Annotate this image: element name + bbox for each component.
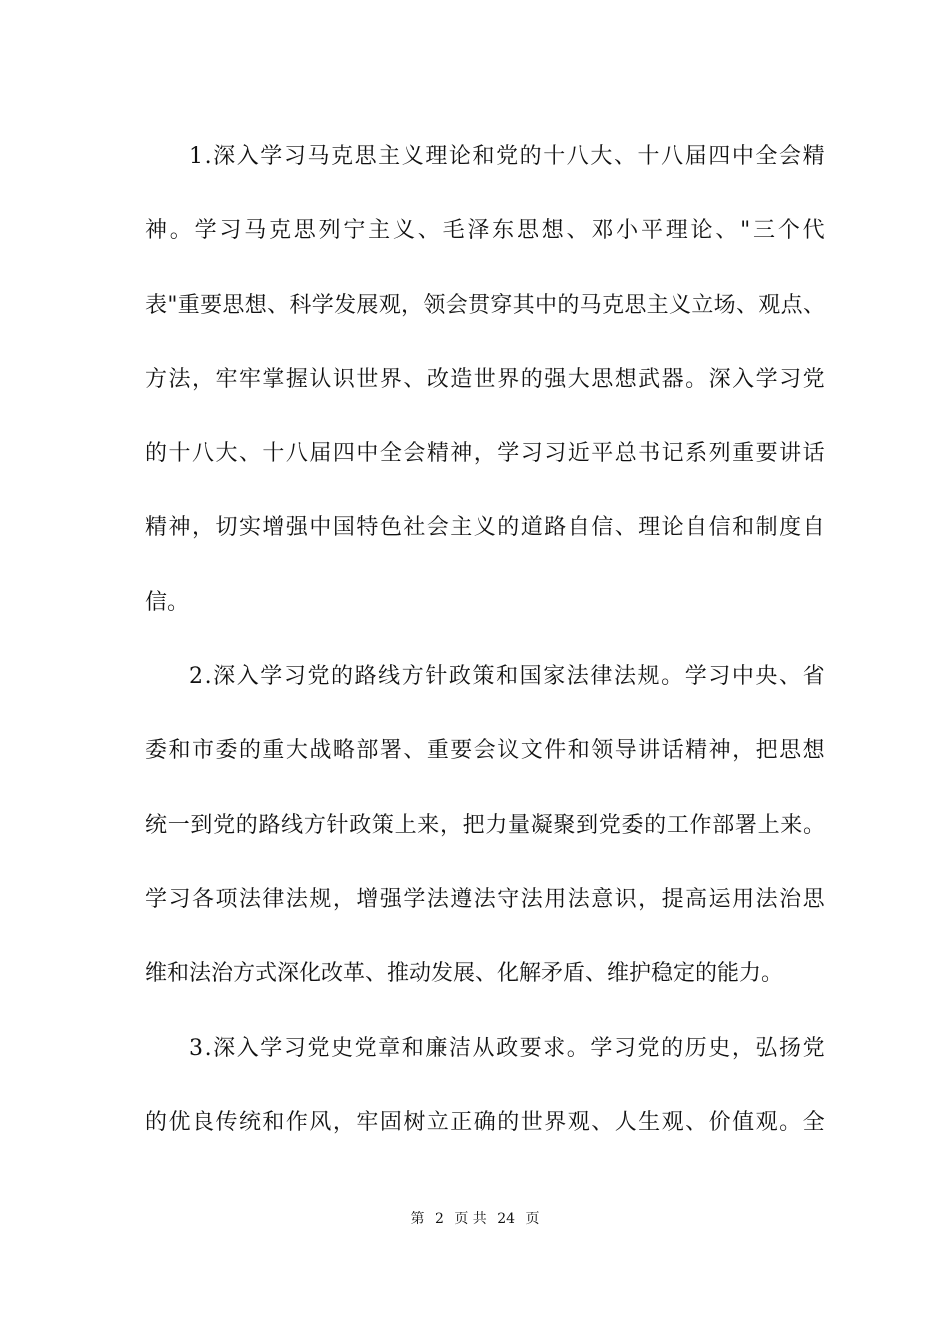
- text-line: 方 法 ， 牢 牢 掌 握 认 识 世 界 、 改 造 世 界 的 强 大 思 想 武 器 。 深 入 学 习 党: [145, 366, 825, 392]
- footer-mid: 页 共: [454, 1211, 487, 1227]
- text-line: 统 一 到 党 的 路 线 方 针 政 策 上 来 ， 把 力 量 凝 聚 到 党 委 的 工 作 部 署 上 来 。: [145, 812, 825, 838]
- text-line: 信。: [145, 589, 190, 615]
- document-body: [145, 131, 825, 1171]
- text-line: 1 . 深 入 学 习 马 克 思 主 义 理 论 和 党 的 十 八 大 、 十 八 届 四 中 全 会 精: [189, 144, 825, 169]
- text-line: 的 优 良 传 统 和 作 风 ， 牢 固 树 立 正 确 的 世 界 观 、 人 生 观 、 价 值 观 。 全: [145, 1109, 825, 1135]
- text-line: 委 和 市 委 的 重 大 战 略 部 署 、 重 要 会 议 文 件 和 领 导 讲 话 精 神 ， 把 思 想: [145, 738, 825, 764]
- footer-total-pages: 24: [497, 1211, 516, 1227]
- footer-current-page: 2: [434, 1211, 444, 1227]
- text-line: 学 习 各 项 法 律 法 规 ， 增 强 学 法 遵 法 守 法 用 法 意 识 ， 提 高 运 用 法 治 思: [145, 886, 825, 912]
- text-line: 维和法治方式深化改革、推动发展、化解矛盾、维护稳定的能力。: [145, 961, 784, 987]
- footer-suffix: 页: [525, 1211, 540, 1227]
- text-line: 的 十 八 大 、 十 八 届 四 中 全 会 精 神 ， 学 习 习 近 平 总 书 记 系 列 重 要 讲 话: [145, 441, 825, 467]
- text-line: 精 神 ， 切 实 增 强 中 国 特 色 社 会 主 义 的 道 路 自 信 、 理 论 自 信 和 制 度 自: [145, 515, 825, 541]
- page-footer: [0, 1208, 950, 1228]
- text-line: 表 " 重 要 思 想 、 科 学 发 展 观 ， 领 会 贯 穿 其 中 的 马 克 思 主 义 立 场 、 观 点 、: [145, 292, 825, 318]
- text-line: 神 。 学 习 马 克 思 列 宁 主 义 、 毛 泽 东 思 想 、 邓 小 平 理 论 、 " 三 个 代: [145, 218, 825, 244]
- text-line: 3 . 深 入 学 习 党 史 党 章 和 廉 洁 从 政 要 求 。 学 习 党 的 历 史 ， 弘 扬 党: [189, 1035, 825, 1061]
- text-line: 2 . 深 入 学 习 党 的 路 线 方 针 政 策 和 国 家 法 律 法 规 。 学 习 中 央 、 省: [189, 664, 825, 690]
- footer-prefix: 第: [410, 1211, 425, 1227]
